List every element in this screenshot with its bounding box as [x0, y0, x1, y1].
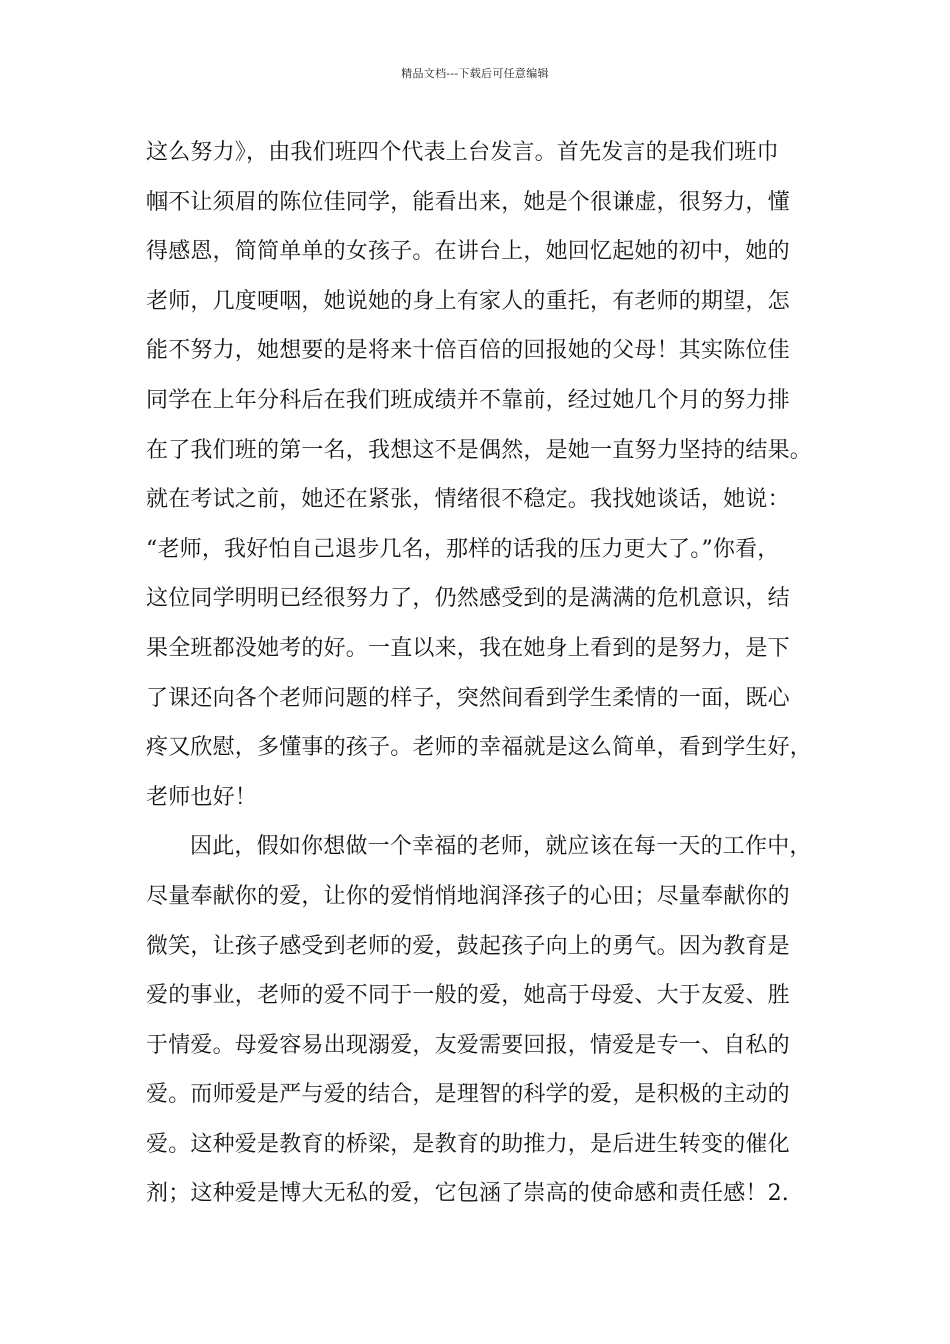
text-line: 这位同学明明已经很努力了，仍然感受到的是满满的危机意识，结: [146, 586, 790, 612]
text-line: 爱的事业，老师的爱不同于一般的爱，她高于母爱、大于友爱、胜: [146, 983, 790, 1009]
text-line: 能不努力，她想要的是将来十倍百倍的回报她的父母！其实陈位佳: [146, 338, 790, 364]
text-line: 于情爱。母爱容易出现溺爱，友爱需要回报，情爱是专一、自私的: [146, 1032, 790, 1058]
text-line: 果全班都没她考的好。一直以来，我在她身上看到的是努力，是下: [146, 635, 790, 661]
text-line: 老师也好！: [146, 784, 258, 810]
text-line: 帼不让须眉的陈位佳同学，能看出来，她是个很谦虚，很努力，懂: [146, 189, 790, 215]
text-line-first-indented: 因此，假如你想做一个幸福的老师，就应该在每一天的工作中，: [190, 834, 812, 860]
text-line: 疼又欣慰，多懂事的孩子。老师的幸福就是这么简单，看到学生好，: [146, 735, 813, 761]
text-line: 老师，几度哽咽，她说她的身上有家人的重托，有老师的期望，怎: [146, 288, 790, 314]
text-line: 了课还向各个老师问题的样子，突然间看到学生柔情的一面，既心: [146, 685, 790, 711]
text-line: 爱。这种爱是教育的桥梁，是教育的助推力，是后进生转变的催化: [146, 1131, 790, 1157]
text-line: 尽量奉献你的爱，让你的爱悄悄地润泽孩子的心田；尽量奉献你的: [146, 883, 790, 909]
text-line: 剂；这种爱是博大无私的爱，它包涵了崇高的使命感和责任感！2.: [146, 1181, 789, 1207]
text-line: 在了我们班的第一名，我想这不是偶然，是她一直努力坚持的结果。: [146, 437, 813, 463]
document-body: [146, 128, 826, 1219]
text-line: 同学在上年分科后在我们班成绩并不靠前，经过她几个月的努力排: [146, 387, 790, 413]
text-line: “老师，我好怕自己退步几名，那样的话我的压力更大了。”你看，: [146, 536, 780, 562]
paragraph-1: [146, 128, 826, 822]
text-line: 爱。而师爱是严与爱的结合，是理智的科学的爱，是积极的主动的: [146, 1082, 790, 1108]
paragraph-2: [146, 822, 826, 1219]
text-line: 微笑，让孩子感受到老师的爱，鼓起孩子向上的勇气。因为教育是: [146, 933, 790, 959]
page-header: 精品文档---下载后可任意编辑: [401, 67, 549, 80]
text-line: 就在考试之前，她还在紧张，情绪很不稳定。我找她谈话，她说：: [146, 487, 790, 513]
text-line: 这么努力》，由我们班四个代表上台发言。首先发言的是我们班巾: [146, 140, 779, 165]
text-line: 得感恩，简简单单的女孩子。在讲台上，她回忆起她的初中，她的: [146, 239, 790, 265]
